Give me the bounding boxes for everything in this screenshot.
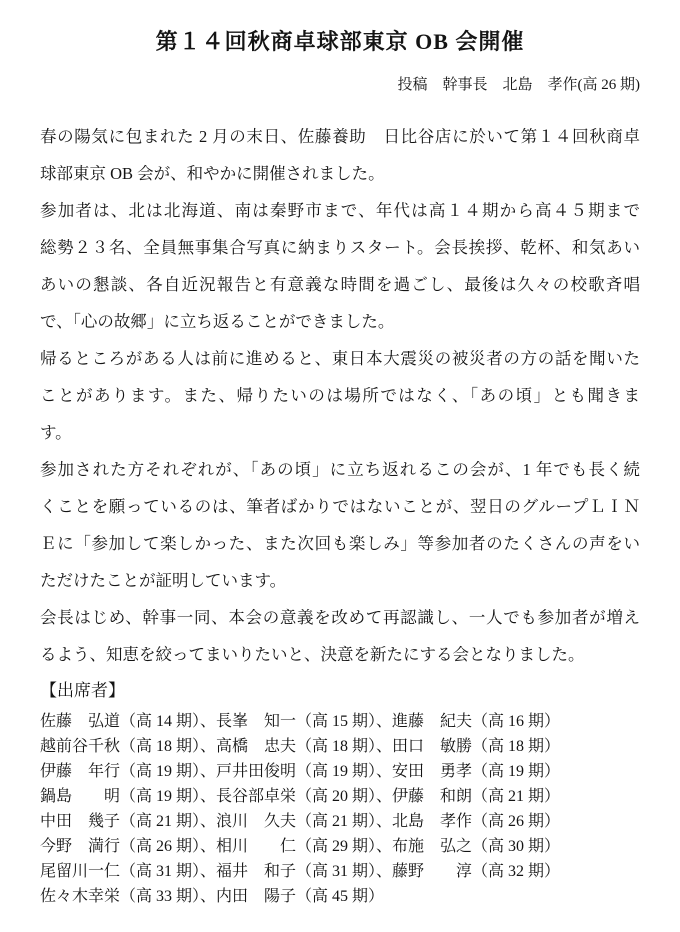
body-line: 参加された方それぞれが、「あの頃」に立ち返れるこの会が、1 年でも長く続	[40, 460, 640, 479]
body-line: Ｅに「参加して楽しかった、また次回も楽しみ」等参加者のたくさんの声をい	[40, 534, 640, 553]
body-line: 総勢２３名、全員無事集合写真に納まりスタート。会長挨拶、乾杯、和気あい	[40, 238, 640, 257]
body-line: 球部東京 OB 会が、和やかに開催されました。	[40, 164, 385, 183]
body-line: 春の陽気に包まれた 2 月の末日、佐藤養助 日比谷店に於いて第１４回秋商卓	[40, 127, 640, 146]
article-body	[40, 118, 640, 673]
page-title: 第１４回秋商卓球部東京 OB 会開催	[155, 29, 525, 54]
attendee-line: 佐藤 弘道（高 14 期）、長峯 知一（高 15 期）、進藤 紀夫（高 16 期）	[40, 713, 561, 730]
body-line: あいの懇談、各自近況報告と有意義な時間を過ごし、最後は久々の校歌斉唱	[40, 275, 640, 294]
body-line: す。	[40, 423, 72, 442]
attendee-list	[40, 709, 640, 909]
body-line: ただけたことが証明しています。	[40, 571, 287, 590]
body-line: 参加者は、北は北海道、南は秦野市まで、年代は高１４期から高４５期まで	[40, 201, 640, 220]
body-line: ことがあります。また、帰りたいのは場所ではなく、「あの頃」とも聞きま	[40, 386, 640, 405]
attendee-line: 佐々木幸栄（高 33 期）、内田 陽子（高 45 期）	[40, 888, 385, 905]
byline: 投稿 幹事長 北島 孝作(高 26 期)	[397, 77, 640, 93]
body-line: で、「心の故郷」に立ち返ることができました。	[40, 312, 395, 331]
attendee-line: 越前谷千秋（高 18 期）、高橋 忠夫（高 18 期）、田口 敏勝（高 18 期）	[40, 738, 561, 755]
body-line: 会長はじめ、幹事一同、本会の意義を改めて再認識し、一人でも参加者が増え	[40, 608, 640, 627]
body-line: くことを願っているのは、筆者ばかりではないことが、翌日のグループＬＩＮ	[40, 497, 640, 516]
attendee-line: 鍋島 明（高 19 期）、長谷部卓栄（高 20 期）、伊藤 和朗（高 21 期）	[40, 788, 561, 805]
attendee-line: 伊藤 年行（高 19 期）、戸井田俊明（高 19 期）、安田 勇孝（高 19 期）	[40, 763, 561, 780]
attendee-line: 尾留川一仁（高 31 期）、福井 和子（高 31 期）、藤野 淳（高 32 期）	[40, 863, 561, 880]
body-line: るよう、知恵を絞ってまいりたいと、決意を新たにする会となりました。	[40, 645, 585, 664]
body-line: 帰るところがある人は前に進めると、東日本大震災の被災者の方の話を聞いた	[40, 349, 640, 368]
attendee-line: 中田 幾子（高 21 期）、浪川 久夫（高 21 期）、北島 孝作（高 26 期）	[40, 813, 561, 830]
attendee-line: 今野 満行（高 26 期）、相川 仁（高 29 期）、布施 弘之（高 30 期）	[40, 838, 561, 855]
attendees-heading: 【出席者】	[40, 681, 125, 700]
